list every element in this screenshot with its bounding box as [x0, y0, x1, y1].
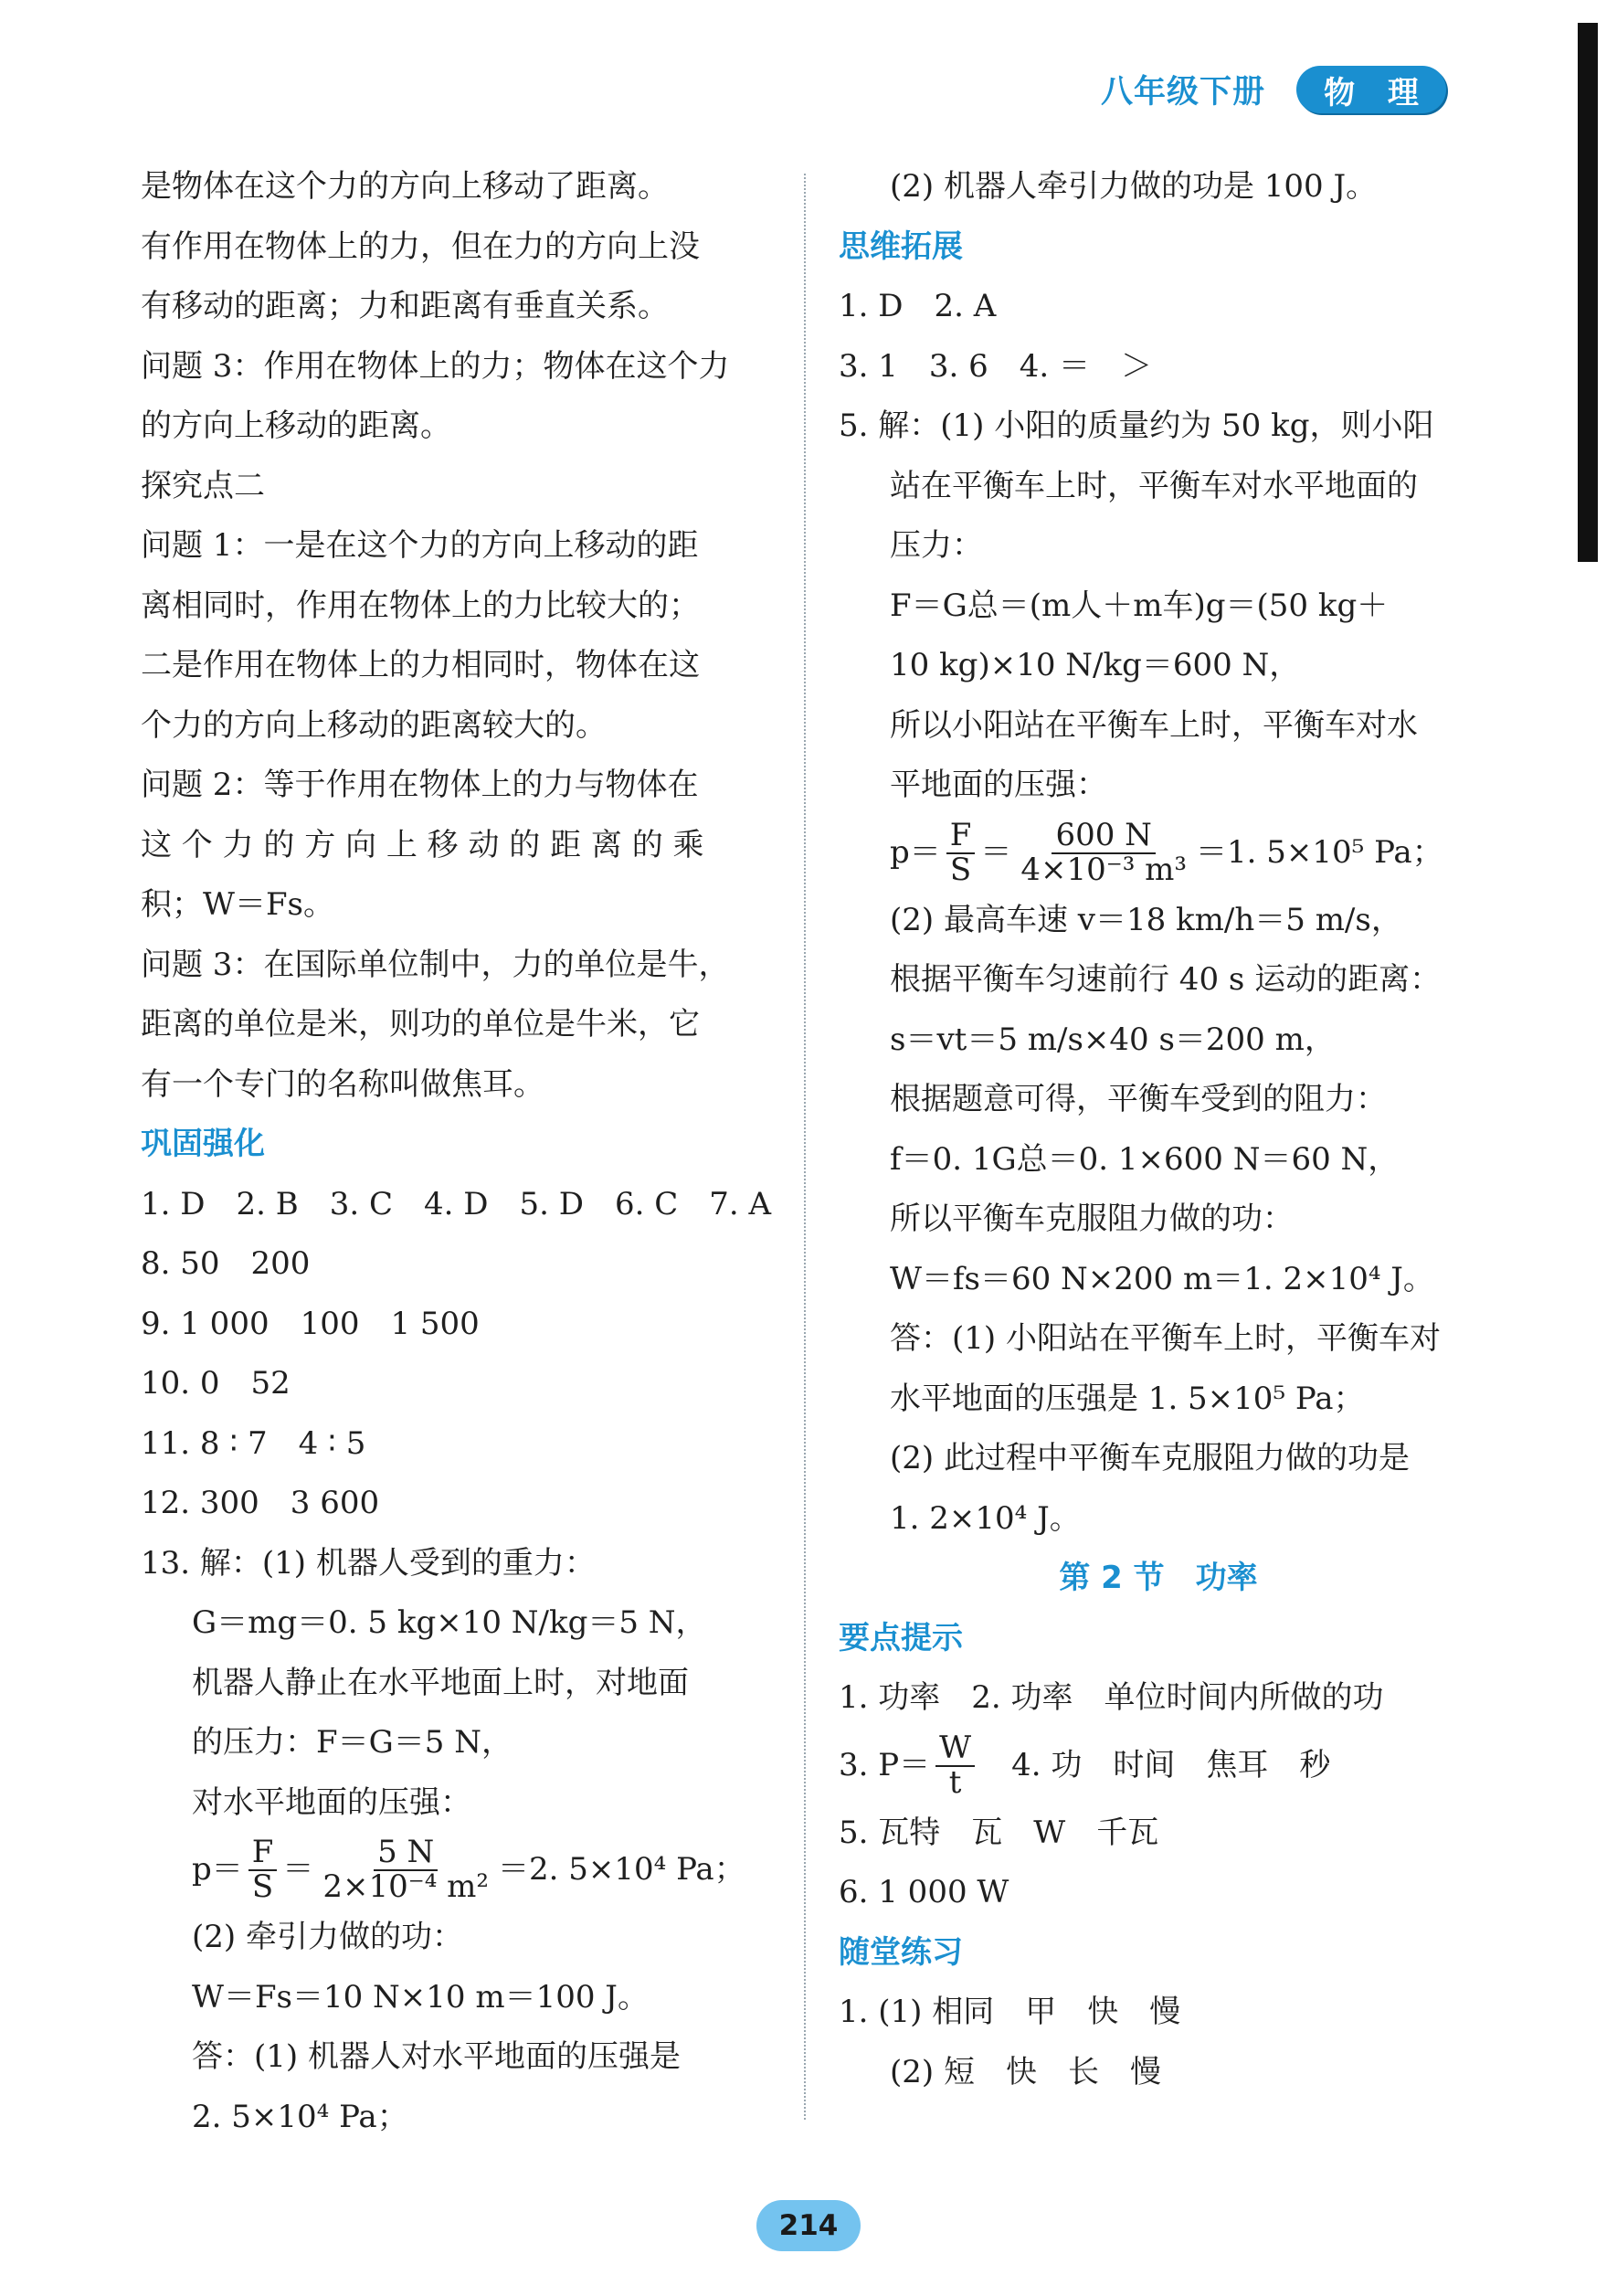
text-line: 二是作用在物体上的力相同时，物体在这 [141, 647, 700, 683]
answer-line: (2) 最高车速 v＝18 km/h＝5 m/s， [890, 901, 1402, 938]
text-line: 个力的方向上移动的距离较大的。 [141, 706, 607, 744]
answer-line: 1. (1) 相同 甲 快 慢 [839, 1994, 1181, 2030]
text-line: 是物体在这个力的方向上移动了距离。 [141, 168, 669, 205]
left-column [141, 157, 771, 2147]
text-line: 问题 3：作用在物体上的力；物体在这个力 [141, 347, 730, 385]
fraction [946, 816, 976, 888]
fraction-denominator: S [949, 851, 972, 888]
column-divider [804, 174, 806, 2120]
answer-line: 机器人静止在水平地面上时，对地面 [192, 1664, 689, 1701]
answer-line: 压力： [890, 527, 983, 564]
answer-line: 站在平衡车上时，平衡车对水平地面的 [890, 467, 1418, 504]
answer-line: 8. 50 200 [141, 1245, 311, 1282]
answer-line: (2) 此过程中平衡车克服阻力做的功是 [890, 1440, 1410, 1476]
answer-line: (2) 牵引力做的功： [192, 1919, 463, 1955]
text-line: 的方向上移动的距离。 [141, 407, 451, 444]
text-line: 有一个专门的名称叫做焦耳。 [141, 1065, 544, 1103]
answer-line: 水平地面的压强是 1. 5×10⁵ Pa； [890, 1380, 1365, 1417]
text-line: 问题 3：在国际单位制中，力的单位是牛， [141, 946, 730, 983]
answer-line: 对水平地面的压强： [192, 1783, 471, 1821]
formula-text: 4. 功 时间 焦耳 秒 [980, 1746, 1331, 1783]
answer-line: 11. 8 ∶ 7 4 ∶ 5 [141, 1424, 366, 1462]
fraction-numerator: 600 N [1052, 820, 1155, 854]
answer-line: 3. 1 3. 6 4. ＝ ＞ [839, 347, 1153, 385]
answer-line: G＝mg＝0. 5 kg×10 N/kg＝5 N， [192, 1604, 707, 1641]
formula-text: ＝1. 5×10⁵ Pa； [1196, 833, 1443, 871]
answer-line: (2) 短 快 长 慢 [890, 2053, 1161, 2090]
answer-line: 根据题意可得，平衡车受到的阻力： [890, 1081, 1387, 1117]
answer-line: 5. 瓦特 瓦 W 千瓦 [839, 1814, 1159, 1851]
formula-text: 3. P＝ [839, 1746, 931, 1783]
formula-text: p＝ [890, 833, 941, 871]
text-line: 离相同时，作用在物体上的力比较大的； [141, 587, 700, 624]
fraction-numerator: 5 N [374, 1836, 438, 1871]
power-formula-line [839, 1729, 1478, 1804]
answer-line: 平地面的压强： [890, 767, 1107, 803]
formula-text: ＝2. 5×10⁴ Pa； [498, 1851, 745, 1889]
fraction [248, 1836, 278, 1903]
subject-badge: 物 理 [1296, 66, 1446, 113]
formula-text: p＝ [192, 1851, 243, 1889]
pressure-formula [839, 816, 1478, 891]
text-line: 问题 2：等于作用在物体上的力与物体在 [141, 767, 699, 803]
page-number: 214 [756, 2200, 861, 2251]
answer-line: 5. 解：(1) 小阳的质量约为 50 kg，则小阳 [839, 407, 1434, 444]
section-heading: 随堂练习 [839, 1933, 963, 1971]
section-title: 第 2 节 功率 [1059, 1560, 1258, 1596]
answer-line: F＝G总＝(m人＋m车)g＝(50 kg＋ [890, 587, 1389, 624]
pressure-formula [141, 1833, 771, 1908]
answer-line: 10 kg)×10 N/kg＝600 N， [890, 647, 1301, 683]
answer-line: s＝vt＝5 m/s×40 s＝200 m， [890, 1021, 1336, 1058]
text-line: 问题 1：一是在这个力的方向上移动的距 [141, 527, 699, 564]
fraction-numerator: F [946, 820, 976, 854]
answer-line: 9. 1 000 100 1 500 [141, 1305, 480, 1342]
fraction-denominator: S [251, 1868, 274, 1905]
answer-line: 所以平衡车克服阻力做的功： [890, 1201, 1294, 1237]
formula-text: ＝ [980, 833, 1012, 871]
fraction-denominator: 2×10⁻⁴ m² [322, 1868, 489, 1905]
answer-line: 1. 功率 2. 功率 单位时间内所做的功 [839, 1679, 1384, 1716]
grade-label: 八年级下册 [1101, 74, 1266, 111]
text-line: 这 个 力 的 方 向 上 移 动 的 距 离 的 乘 [141, 826, 704, 863]
text-line: 积；W＝Fs。 [141, 886, 334, 923]
text-line: 有移动的距离；力和距离有垂直关系。 [141, 288, 669, 324]
answer-line: W＝Fs＝10 N×10 m＝100 J。 [192, 1978, 649, 2016]
section-heading: 要点提示 [839, 1619, 963, 1656]
formula-text: ＝ [282, 1851, 314, 1889]
answer-line: 10. 0 52 [141, 1365, 291, 1402]
fraction-numerator: F [248, 1836, 278, 1871]
answer-line: 答：(1) 机器人对水平地面的压强是 [192, 2038, 681, 2075]
fraction [319, 1836, 492, 1903]
answer-line: 所以小阳站在平衡车上时，平衡车对水 [890, 706, 1418, 744]
page-edge-bar [1578, 23, 1598, 562]
answer-line: 1. D 2. B 3. C 4. D 5. D 6. C 7. A [141, 1185, 772, 1222]
answer-line: 1. 2×10⁴ J。 [890, 1499, 1081, 1537]
right-column [839, 157, 1478, 2102]
fraction-denominator: 4×10⁻³ m³ [1020, 851, 1187, 888]
section-heading: 巩固强化 [141, 1126, 265, 1162]
answer-line: 6. 1 000 W [839, 1874, 1009, 1910]
answer-line: 答：(1) 小阳站在平衡车上时，平衡车对 [890, 1320, 1441, 1357]
answer-line: 的压力：F＝G＝5 N， [192, 1724, 513, 1761]
page-header [1101, 66, 1446, 113]
answer-line: 根据平衡车匀速前行 40 s 运动的距离： [890, 961, 1442, 998]
answer-line: W＝fs＝60 N×200 m＝1. 2×10⁴ J。 [890, 1260, 1434, 1297]
answer-line: 2. 5×10⁴ Pa； [192, 2098, 408, 2135]
fraction-denominator: t [948, 1763, 962, 1801]
text-line: 有作用在物体上的力，但在力的方向上没 [141, 227, 700, 265]
answer-line: f＝0. 1G总＝0. 1×600 N＝60 N， [890, 1140, 1400, 1178]
answer-line: (2) 机器人牵引力做的功是 100 J。 [890, 168, 1378, 205]
section-heading: 思维拓展 [839, 227, 963, 265]
answer-line: 1. D 2. A [839, 288, 997, 324]
text-line: 探究点二 [141, 467, 265, 504]
answer-line: 12. 300 3 600 [141, 1485, 380, 1521]
text-line: 距离的单位是米，则功的单位是牛米，它 [141, 1006, 700, 1042]
fraction-numerator: W [935, 1732, 975, 1767]
fraction [1017, 816, 1190, 888]
fraction [935, 1729, 975, 1801]
answer-line: 13. 解：(1) 机器人受到的重力： [141, 1544, 596, 1582]
